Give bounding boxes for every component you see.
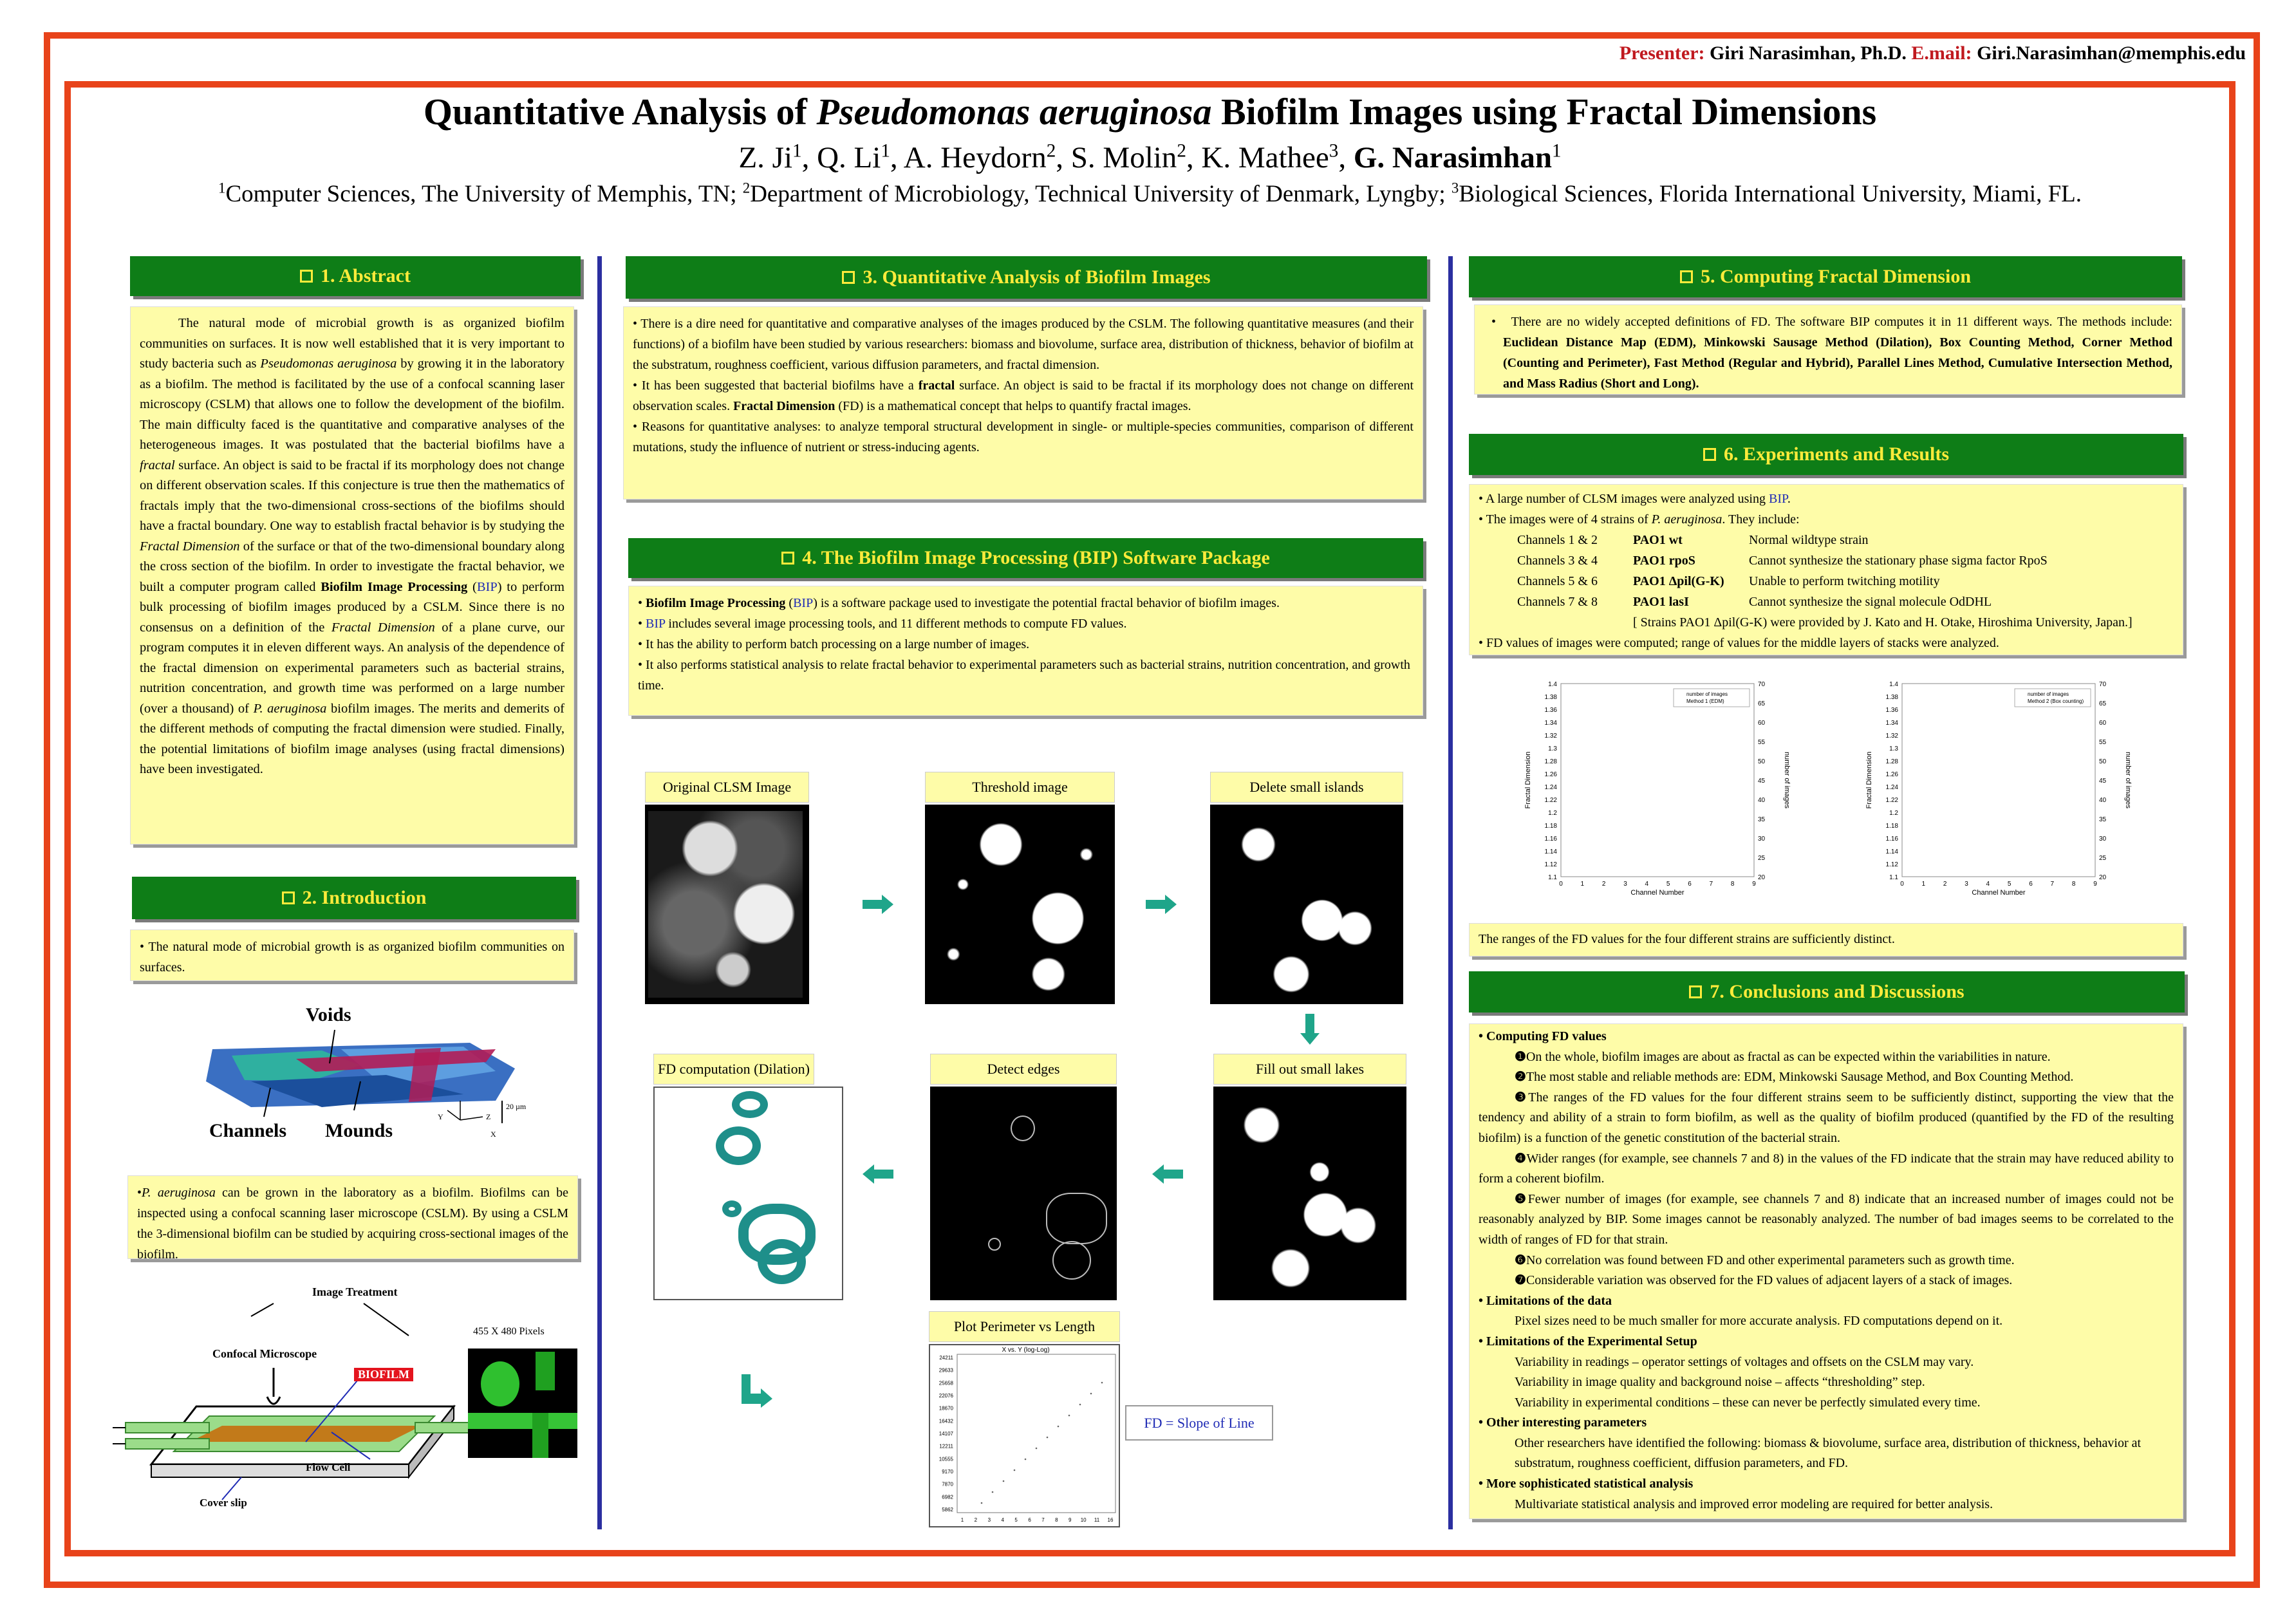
legend-entry: number of images xyxy=(2028,691,2069,697)
x-tick-label: 2 xyxy=(1601,881,1606,888)
x-tick-label: 5 xyxy=(2007,881,2011,888)
presenter-label: Presenter: xyxy=(1619,42,1705,64)
y2-tick-label: 65 xyxy=(1758,700,1766,707)
y-tick-label: 1.28 xyxy=(1544,758,1557,765)
plot-point xyxy=(1014,1470,1016,1471)
x-tick-label: 9 xyxy=(2093,881,2097,888)
bip-text: • Biofilm Image Processing (BIP) is a software package used to investigate the potential fractal behavior of biofilm images. • BIP includes several image processing tools, and 11 different methods to compute FD values. • It has the ability to perform batch processing on a large number of images. • It also performs statistical analysis to relate fractal behavior to experimental parameters such as bacterial strains, nutrition concentration, and growth time. xyxy=(628,586,1423,716)
y-tick-label: 1.32 xyxy=(1544,733,1557,740)
fd-chart-box-counting xyxy=(1857,676,2140,908)
column-divider xyxy=(597,256,602,1529)
section-header-conclusions: 7. Conclusions and Discussions xyxy=(1469,971,2185,1013)
section-header-abstract: 1. Abstract xyxy=(130,256,581,296)
plot-y-tick-label: 18670 xyxy=(938,1405,953,1412)
y2-tick-label: 30 xyxy=(2099,835,2107,843)
y2-tick-label: 20 xyxy=(1758,874,1766,881)
axis-x: X xyxy=(490,1130,496,1139)
plot-x-tick-label: 8 xyxy=(1055,1517,1058,1523)
experiments-text: • A large number of CLSM images were analyzed using BIP. • The images were of 4 strains of P. aeruginosa. They include: Channels 1 & 2 PAO1 wt Normal wildtype strain Channels 3 & 4 PAO1 rpoS Cannot synthesize the stationary phase sigma factor RpoS Channels 5 & 6 PAO1 Δpil(G-K) Unable to perform twitching motility Channels 7 & 8 PAO1 lasI Cannot synthesize the signal molecule OdDHL [ Strains PAO1 Δpil(G-K) were provided by J. Kato and H. Otake, Hiroshima University, Japan.] • FD values of images were computed; range of values for the middle layers of stacks were analyzed. xyxy=(1469,484,2183,655)
email-link[interactable]: Giri.Narasimhan@memphis.edu xyxy=(1977,42,2246,64)
y-tick-label: 1.12 xyxy=(1544,861,1557,868)
plot-point xyxy=(1025,1459,1027,1461)
y2-axis-label: number of images xyxy=(1783,751,1791,809)
detect-edges-image xyxy=(930,1087,1117,1300)
y-tick-label: 1.22 xyxy=(1885,797,1898,804)
threshold-image xyxy=(925,805,1115,1004)
label-biofilm: BIOFILM xyxy=(354,1368,413,1381)
section-header-bip: 4. The Biofilm Image Processing (BIP) Software Package xyxy=(628,538,1423,578)
y-tick-label: 1.26 xyxy=(1544,771,1557,778)
y-tick-label: 1.12 xyxy=(1885,861,1898,868)
y-tick-label: 1.38 xyxy=(1885,694,1898,701)
plot-y-tick-label: 29633 xyxy=(938,1367,953,1374)
y2-tick-label: 35 xyxy=(1758,816,1766,823)
plot-x-tick-label: 1 xyxy=(960,1517,964,1523)
label-voids: Voids xyxy=(306,1004,351,1025)
introduction-text: • The natural mode of microbial growth is as organized biofilm communities on surfaces. xyxy=(130,929,574,981)
quantitative-analysis-text: • There is a dire need for quantitative and comparative analyses of the images produced by the CSLM. The following quantitative measures (and their functions) of a biofilm have been studied by various researchers: biomass and biovolume, surface area, distribution of thickness, behavior of biofilm at the substratum, roughness coefficient, various diffusion parameters, and fractal dimension. • It has been suggested that bacterial biofilms have a fractal surface. An object is said to be fractal if its morphology does not change on different observation scales. Fractal Dimension (FD) is a mathematical concept that helps to quantify fractal images. • Reasons for quantitative analyses: to analyze temporal structural development in single- or multiple-species communities, comparison of different mutations, study the influence of nutrient or stress-inducing agents. xyxy=(623,306,1423,499)
y-tick-label: 1.3 xyxy=(1548,745,1557,752)
checkbox-icon xyxy=(300,270,313,283)
y-tick-label: 1.2 xyxy=(1889,810,1898,817)
y2-tick-label: 25 xyxy=(1758,855,1766,862)
x-tick-label: 3 xyxy=(1623,881,1627,888)
label-threshold-image: Threshold image xyxy=(925,772,1115,803)
y2-tick-label: 65 xyxy=(2099,700,2107,707)
conclusion-item: ❺Fewer number of images (for example, see channels 7 and 8) indicate that an increased number of images could not be reasonably analyzed by BIP. Some images cannot be reasonably analyzed. The number of bad images seems to be correlated to the width of ranges of FD for that strain. xyxy=(1479,1191,2174,1247)
x-tick-label: 4 xyxy=(1645,881,1649,888)
plot-y-tick-label: 12211 xyxy=(939,1443,953,1450)
title-species: Pseudomonas aeruginosa xyxy=(816,91,1212,133)
plot-y-tick-label: 14107 xyxy=(938,1431,953,1437)
y2-tick-label: 60 xyxy=(1758,720,1766,727)
y2-tick-label: 50 xyxy=(2099,758,2107,765)
label-flow-cell: Flow Cell xyxy=(306,1461,351,1473)
conclusion-item: ❷The most stable and reliable methods are: EDM, Minkowski Sausage Method, and Box Counting Method. xyxy=(1515,1070,2074,1085)
x-tick-label: 4 xyxy=(1986,881,1990,888)
x-tick-label: 2 xyxy=(1943,881,1947,888)
y-tick-label: 1.3 xyxy=(1889,745,1898,752)
conclusion-item: ❼Considerable variation was observed for the FD values of adjacent layers of a stack of images. xyxy=(1515,1273,2013,1288)
flow-cell-diagram xyxy=(113,1278,589,1522)
conclusion-item: ❹Wider ranges (for example, see channels 7 and 8) in the values of the FD indicate that the strain may have reduced ability to form a coherent biofilm. xyxy=(1479,1151,2174,1186)
y-tick-label: 1.36 xyxy=(1885,707,1898,714)
plot-point xyxy=(1047,1437,1049,1439)
y-tick-label: 1.16 xyxy=(1544,835,1557,843)
y-tick-label: 1.34 xyxy=(1885,720,1898,727)
y-tick-label: 1.36 xyxy=(1544,707,1557,714)
plot-x-tick-label: 4 xyxy=(1001,1517,1004,1523)
plot-x-tick-label: 2 xyxy=(974,1517,978,1523)
y2-tick-label: 35 xyxy=(2099,816,2107,823)
x-tick-label: 6 xyxy=(1688,881,1692,888)
plot-x-tick-label: 5 xyxy=(1014,1517,1018,1523)
section-header-quantitative-analysis: 3. Quantitative Analysis of Biofilm Images xyxy=(626,256,1427,299)
arrow-right-icon xyxy=(863,895,893,914)
checkbox-icon xyxy=(1680,270,1693,283)
legend-entry: Method 1 (EDM) xyxy=(1686,698,1724,704)
biofilm-3d-illustration xyxy=(193,1004,528,1152)
y2-tick-label: 60 xyxy=(2099,720,2107,727)
label-original-image: Original CLSM Image xyxy=(645,772,809,803)
plot-x-tick-label: 16 xyxy=(1107,1517,1114,1523)
x-tick-label: 6 xyxy=(2029,881,2033,888)
y-tick-label: 1.14 xyxy=(1544,848,1557,855)
poster-title: Quantitative Analysis of Pseudomonas aeruginosa Biofilm Images using Fractal Dimensions xyxy=(423,91,1877,133)
email-label: E.mail: xyxy=(1911,42,1972,64)
plot-x-tick-label: 6 xyxy=(1028,1517,1031,1523)
checkbox-icon xyxy=(282,891,295,904)
y-tick-label: 1.22 xyxy=(1544,797,1557,804)
plot-point xyxy=(1058,1426,1059,1428)
label-cover-slip: Cover slip xyxy=(200,1497,247,1509)
y2-tick-label: 45 xyxy=(1758,778,1766,785)
y-tick-label: 1.18 xyxy=(1544,823,1557,830)
y-tick-label: 1.16 xyxy=(1885,835,1898,843)
y2-tick-label: 20 xyxy=(2099,874,2107,881)
y-tick-label: 1.1 xyxy=(1548,874,1557,881)
affiliations: $^1$Computer Sciences, The University of Memphis, TN; $^2$Department of Microbiology, Technical University of Denmark, Lyngby; $^3$Biological Sciences, Florida International University, Miami, FL. xyxy=(218,180,2082,207)
label-scale: 20 µm xyxy=(506,1102,527,1111)
conclusion-item: ❻No correlation was found between FD and other experimental parameters such as growth time. xyxy=(1515,1253,2015,1267)
conclusion-item: ❶On the whole, biofilm images are about as fractal as can be expected within the variabilities in nature. xyxy=(1515,1049,2051,1064)
fd-dilation-image xyxy=(653,1087,843,1300)
label-pixels: 455 X 480 Pixels xyxy=(473,1326,545,1337)
section-header-experiments: 6. Experiments and Results xyxy=(1469,434,2183,475)
y-tick-label: 1.4 xyxy=(1548,681,1557,688)
y2-tick-label: 70 xyxy=(1758,681,1766,688)
plot-y-tick-label: 25658 xyxy=(938,1380,953,1386)
x-tick-label: 9 xyxy=(1752,881,1756,888)
label-channels: Channels xyxy=(209,1120,287,1141)
y-tick-label: 1.34 xyxy=(1544,720,1557,727)
plot-x-tick-label: 11 xyxy=(1094,1517,1100,1523)
plot-point xyxy=(1003,1480,1005,1482)
x-tick-label: 0 xyxy=(1559,881,1563,888)
plot-x-tick-label: 7 xyxy=(1041,1517,1045,1523)
y-tick-label: 1.32 xyxy=(1885,733,1898,740)
checkbox-icon xyxy=(781,552,794,565)
arrow-corner-icon xyxy=(739,1374,772,1408)
author-list: Z. Ji$^1$, Q. Li$^1$, A. Heydorn$^2$, S. Molin$^2$, K. Mathee$^3$, G. Narasimhan$^1$ xyxy=(738,140,1562,174)
plot-y-tick-label: 6982 xyxy=(942,1494,953,1500)
conclusion-item: ❸The ranges of the FD values for the four different strains seem to be sufficiently distinct, supporting the view that the tendency and ability of a strain to form biofilm, as well as the quality of biofilm produced (quantified by the FD of the resulting biofilm) is a function of the genetic constitution of the bacterial strain. xyxy=(1479,1090,2174,1145)
axis-y: Y xyxy=(438,1112,443,1121)
plot-point xyxy=(992,1491,994,1493)
y2-tick-label: 30 xyxy=(1758,835,1766,843)
plot-point xyxy=(1079,1404,1081,1406)
y-axis-label: Fractal Dimension xyxy=(1865,751,1873,809)
arrow-down-icon xyxy=(1300,1014,1320,1045)
chart-plot-area xyxy=(1902,684,2095,877)
plot-x-tick-label: 10 xyxy=(1080,1517,1087,1523)
plot-y-tick-label: 5862 xyxy=(942,1507,953,1513)
perimeter-length-plot xyxy=(929,1344,1120,1527)
x-tick-label: 1 xyxy=(1580,881,1585,888)
plot-y-tick-label: 24211 xyxy=(939,1355,953,1361)
plot-y-tick-label: 10555 xyxy=(938,1456,953,1462)
y-tick-label: 1.1 xyxy=(1889,874,1898,881)
delete-small-islands-image xyxy=(1210,805,1403,1004)
abstract-text: The natural mode of microbial growth is as organized biofilm communities on surfaces. It is now well established that it is very important to study bacteria such as Pseudomonas aeruginosa by growing it in the laboratory as a biofilm. The method is facilitated by the use of a confocal scanning laser microscopy (CSLM) that allows one to follow the development of the biofilm. The main difficulty faced is the quantitative and comparative analyses of the heterogeneous images. It was postulated that the bacterial biofilms have a fractal surface. An object is said to be fractal if its morphology does not change on different observation scales. If this conjecture is true then the mathematics of fractals imply that the two-dimensional cross-sections of the biofilms should have a fractal boundary. One way to establish fractal behavior is by studying the Fractal Dimension of the surface or that of the two-dimensional boundary along the cross section of the biofilm. In order to investigate the fractal behavior, we built a computer program called Biofilm Image Processing (BIP) to perform bulk processing of biofilm images produced by a CSLM. Since there is no consensus on a definition of the Fractal Dimension of a plane curve, our program computes it in eleven different ways. An analysis of the dependence of the fractal dimension on experimental parameters such as bacterial strains, nutrition concentration, and growth time was performed on a large number (over a thousand) of P. aeruginosa biofilm images. The merits and demerits of the different methods of computing the fractal dimension were studied. Finally, the potential limitations of biofilm image analyses (using fractal dimensions) have been investigated. xyxy=(130,306,574,845)
plot-x-tick-label: 3 xyxy=(987,1517,991,1523)
x-tick-label: 5 xyxy=(1666,881,1670,888)
checkbox-icon xyxy=(842,271,855,284)
y2-tick-label: 45 xyxy=(2099,778,2107,785)
x-tick-label: 8 xyxy=(2071,881,2076,888)
x-tick-label: 1 xyxy=(1921,881,1926,888)
plot-y-tick-label: 16432 xyxy=(938,1418,953,1424)
strain-table: Channels 1 & 2 PAO1 wt Normal wildtype strain Channels 3 & 4 PAO1 rpoS Cannot synthesize the stationary phase sigma factor RpoS Channels 5 & 6 PAO1 Δpil(G-K) Unable to perform twitching motility Channels 7 & 8 PAO1 lasI Cannot synthesize the signal molecule OdDHL xyxy=(1517,533,2048,609)
original-clsm-image xyxy=(645,805,809,1004)
plot-y-tick-label: 22076 xyxy=(938,1393,953,1399)
y-tick-label: 1.38 xyxy=(1544,694,1557,701)
y2-tick-label: 40 xyxy=(1758,797,1766,804)
section-header-computing-fd: 5. Computing Fractal Dimension xyxy=(1469,256,2182,297)
y-tick-label: 1.24 xyxy=(1885,784,1898,791)
perimeter-plot-svg xyxy=(930,1345,1121,1529)
arrow-right-icon xyxy=(1146,895,1177,914)
legend-entry: Method 2 (Box counting) xyxy=(2028,698,2084,704)
y-tick-label: 1.4 xyxy=(1889,681,1898,688)
y2-tick-label: 40 xyxy=(2099,797,2107,804)
y2-axis-label: number of images xyxy=(2124,751,2132,809)
arrow-left-icon xyxy=(1152,1164,1183,1184)
y2-tick-label: 25 xyxy=(2099,855,2107,862)
y-axis-label: Fractal Dimension xyxy=(1524,751,1532,809)
microscope-image xyxy=(468,1349,577,1458)
checkbox-icon xyxy=(1703,448,1716,461)
y-tick-label: 1.26 xyxy=(1885,771,1898,778)
label-plot-perimeter: Plot Perimeter vs Length xyxy=(929,1311,1120,1342)
introduction-text-2: •P. aeruginosa can be grown in the laboratory as a biofilm. Biofilms can be inspected using a confocal scanning laser microscope (CSLM). By using a CSLM the 3-dimensional biofilm can be studied by acquiring cross-sectional images of the biofilm. xyxy=(127,1175,578,1259)
label-fill-small-lakes: Fill out small lakes xyxy=(1213,1054,1406,1085)
y2-tick-label: 70 xyxy=(2099,681,2107,688)
arrow-left-icon xyxy=(863,1164,893,1184)
experiments-caption: The ranges of the FD values for the four different strains are sufficiently distinct. xyxy=(1469,923,2183,957)
label-detect-edges: Detect edges xyxy=(930,1054,1117,1085)
legend-entry: number of images xyxy=(1686,691,1728,697)
x-tick-label: 8 xyxy=(1730,881,1735,888)
x-tick-label: 0 xyxy=(1900,881,1904,888)
y-tick-label: 1.18 xyxy=(1885,823,1898,830)
label-image-treatment: Image Treatment xyxy=(312,1285,398,1298)
y2-tick-label: 50 xyxy=(1758,758,1766,765)
chart-plot-area xyxy=(1561,684,1754,877)
column-divider xyxy=(1448,256,1453,1529)
label-fd-computation: FD computation (Dilation) xyxy=(653,1054,814,1085)
plot-point xyxy=(1090,1393,1092,1395)
plot-point xyxy=(1069,1415,1070,1417)
y-tick-label: 1.28 xyxy=(1885,758,1898,765)
plot-point xyxy=(1101,1382,1103,1384)
y2-tick-label: 55 xyxy=(2099,739,2107,746)
presenter-name: Giri Narasimhan, Ph.D. xyxy=(1710,42,1907,64)
plot-y-tick-label: 9170 xyxy=(942,1469,953,1475)
label-confocal-microscope: Confocal Microscope xyxy=(212,1347,317,1360)
plot-y-tick-label: 7870 xyxy=(942,1481,953,1488)
plot-title: X vs. Y (log-Log) xyxy=(1002,1347,1050,1354)
x-tick-label: 7 xyxy=(1709,881,1713,888)
plot-point xyxy=(1036,1448,1038,1450)
label-mounds: Mounds xyxy=(325,1120,393,1141)
label-delete-small-islands: Delete small islands xyxy=(1210,772,1403,803)
checkbox-icon xyxy=(1689,985,1702,998)
plot-point xyxy=(981,1502,983,1504)
x-axis-label: Channel Number xyxy=(1630,889,1685,897)
fd-slope-note: FD = Slope of Line xyxy=(1125,1405,1273,1441)
y-tick-label: 1.24 xyxy=(1544,784,1557,791)
x-tick-label: 7 xyxy=(2050,881,2055,888)
fill-small-lakes-image xyxy=(1213,1087,1406,1300)
computing-fd-text: • There are no widely accepted definitions of FD. The software BIP computes it in 11 different ways. The methods include: Euclidean Distance Map (EDM), Minkowski Sausage Method (Dilation), Box Counting Method, Corner Method (Counting and Perimeter), Fast Method (Regular and Hybrid), Parallel Lines Method, Cumulative Intersection Method, and Mass Radius (Short and Long). xyxy=(1474,304,2182,395)
x-axis-label: Channel Number xyxy=(1972,889,2026,897)
x-tick-label: 3 xyxy=(1965,881,1968,888)
presenter-line xyxy=(1619,42,2246,64)
plot-x-tick-label: 9 xyxy=(1069,1517,1072,1523)
y-tick-label: 1.14 xyxy=(1885,848,1898,855)
fd-chart-edm xyxy=(1516,676,1799,908)
axis-z: Z xyxy=(486,1112,491,1121)
section-header-introduction: 2. Introduction xyxy=(132,877,576,919)
y-tick-label: 1.2 xyxy=(1548,810,1557,817)
y2-tick-label: 55 xyxy=(1758,739,1766,746)
conclusions-text: • Computing FD values ❶On the whole, biofilm images are about as fractal as can be expected within the variabilities in nature. ❷The most stable and reliable methods are: EDM, Minkowski Sausage Method, and Box Counting Method. ❸The ranges of the FD values for the four different strains seem to be sufficiently distinct, supporting the view that the tendency and ability of a strain to form biofilm, as well as the quality of biofilm produced (quantified by the FD of the resulting biofilm) is a function of the genetic constitution of the bacterial strain. ❹Wider ranges (for example, see channels 7 and 8) in the values of the FD indicate that the strain may have reduced ability to form a coherent biofilm. ❺Fewer number of images (for example, see channels 7 and 8) indicate that an increased number of images could not be reasonably analyzed by BIP. Some images cannot be reasonably analyzed. The number of bad images seems to be correlated to the width of ranges of FD for that strain. ❻No correlation was found between FD and other experimental parameters such as growth time. ❼Considerable variation was observed for the FD values of adjacent layers of a stack of images. • Limitations of the data Pixel sizes need to be much smaller for more accurate analysis. FD computations depend on it. • Limitations of the Experimental Setup Variability in readings – operator settings of voltages and offsets on the CSLM may vary. Variability in image quality and background noise – affects “thresholding” step. Variability in experimental conditions – these can never be perfectly simulated every time. • Other interesting parameters Other researchers have identified the following: biomass & biovolume, surface area, distribution of thickness, behavior at substratum, roughness coefficient, diffusion parameters, and FD. • More sophisticated statistical analysis Multivariate statistical analysis and improved error modeling are required for better analysis. xyxy=(1469,1023,2183,1519)
